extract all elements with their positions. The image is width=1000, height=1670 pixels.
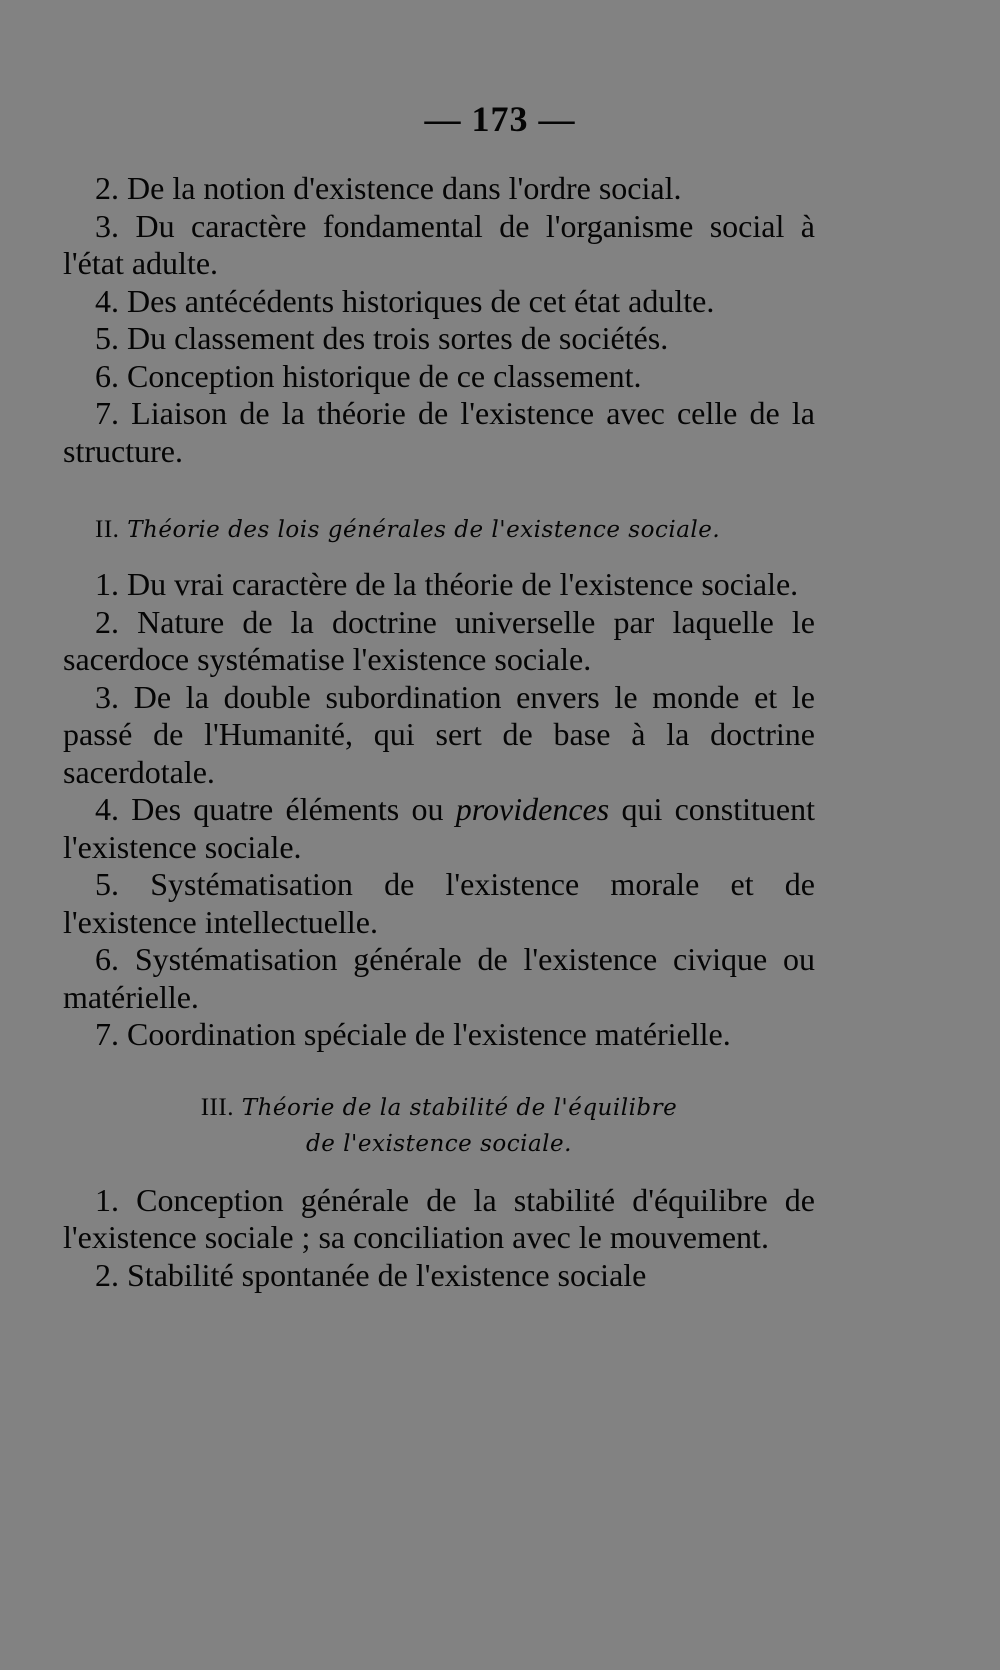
item-number: 6. — [95, 941, 119, 977]
item-number: 2. — [95, 170, 119, 206]
section-2-title: Théorie des lois générales de l'existence sociale. — [127, 517, 721, 543]
item-text: Stabilité spontanée de l'existence sociale — [127, 1256, 647, 1293]
item-number: 1. — [95, 566, 119, 602]
item-number: 5. — [95, 320, 119, 356]
item-number: 6. — [95, 357, 119, 394]
list-item — [63, 283, 815, 321]
item-text: Liaison de la théorie de l'existence avec celle de la structure. — [63, 395, 816, 469]
item-text-before: Des quatre éléments ou — [131, 791, 456, 827]
list-item — [63, 320, 815, 358]
list-item — [63, 1182, 815, 1257]
item-text: De la double subordination envers le monde et le passé de l'Humanité, qui sert de base à la doctrine sacerdotale. — [63, 678, 816, 790]
list-item — [63, 208, 815, 283]
list-item — [63, 679, 815, 792]
page-number: — 173 — — [424, 99, 576, 139]
item-text: Du vrai caractère de la théorie de l'existence sociale. — [127, 566, 799, 602]
item-number: 5. — [95, 866, 119, 902]
list-item — [63, 1257, 815, 1295]
section-2-numeral: II. — [95, 516, 120, 543]
list-item — [63, 170, 815, 208]
page-content — [63, 170, 815, 1294]
item-number: 1. — [95, 1181, 119, 1218]
section-3-title: Théorie de la stabilité de l'équilibre — [241, 1094, 678, 1121]
item-number: 4. — [95, 282, 119, 319]
item-text-after: qui constituent l'existence sociale. — [63, 791, 816, 865]
section-3-numeral: III. — [200, 1093, 234, 1121]
item-text-italic: providences — [455, 791, 610, 827]
list-item — [63, 604, 815, 679]
item-text: De la notion d'existence dans l'ordre social. — [127, 170, 682, 206]
list-item — [63, 358, 815, 396]
item-text: Nature de la doctrine universelle par laquelle le sacerdoce systématise l'existence sociale. — [63, 603, 816, 677]
item-number: 3. — [95, 207, 119, 244]
section-2-list — [63, 566, 815, 1054]
item-text: Systématisation de l'existence morale et de l'existence intellectuelle. — [63, 866, 816, 940]
item-number: 4. — [95, 791, 119, 827]
item-text: Des antécédents historiques de cet état adulte. — [127, 282, 715, 319]
list-item — [63, 395, 815, 470]
item-text: Coordination spéciale de l'existence matérielle. — [127, 1016, 731, 1052]
list-item — [63, 791, 815, 866]
item-text: Du caractère fondamental de l'organisme social à l'état adulte. — [63, 207, 816, 281]
list-item — [63, 941, 815, 1016]
list-item — [63, 1016, 815, 1054]
section-3-title-line-2: de l'existence sociale. — [306, 1130, 572, 1157]
item-text: Conception générale de la stabilité d'équilibre de l'existence sociale ; sa conciliation avec le mouvement. — [63, 1181, 816, 1255]
item-text: Conception historique de ce classement. — [127, 357, 642, 394]
item-number: 7. — [95, 1016, 119, 1052]
item-number: 7. — [95, 395, 119, 431]
section-3-list — [63, 1182, 815, 1295]
item-number: 3. — [95, 678, 119, 715]
item-number: 2. — [95, 1256, 119, 1293]
section-2-heading — [63, 512, 815, 548]
item-text: Systématisation générale de l'existence civique ou matérielle. — [63, 941, 816, 1015]
item-text: Du classement des trois sortes de sociétés. — [127, 320, 669, 356]
list-item — [63, 566, 815, 604]
list-item — [63, 866, 815, 941]
section-1-list — [63, 170, 815, 470]
item-number: 2. — [95, 603, 119, 640]
section-3-title-line-1 — [63, 1090, 815, 1126]
section-3-heading — [63, 1090, 815, 1162]
